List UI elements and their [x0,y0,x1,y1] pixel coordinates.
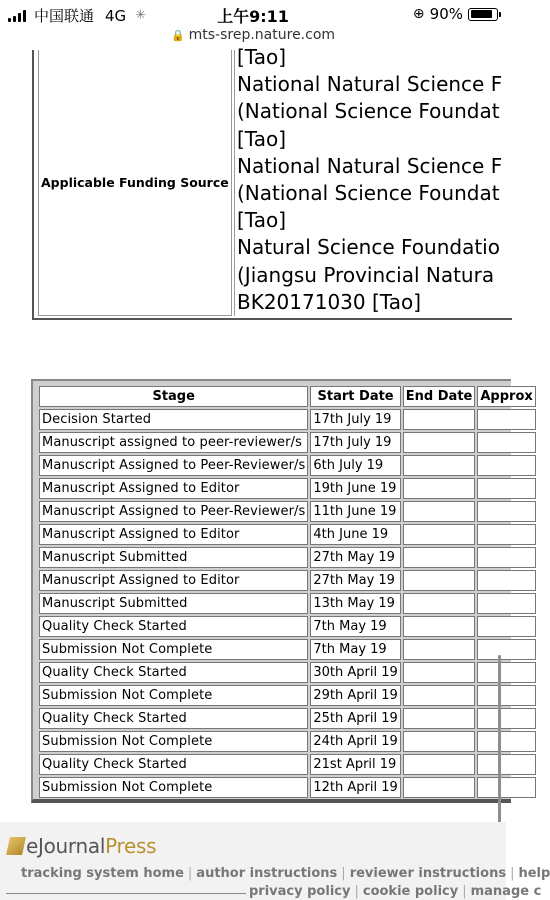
funding-line: National Natural Science F [237,72,503,97]
end-date-cell [403,524,476,545]
table-row [39,639,536,660]
approx-cell [477,777,535,798]
stage-cell: Submission Not Complete [39,639,308,660]
end-date-cell [403,593,476,614]
table-row [39,708,536,729]
end-date-cell [403,685,476,706]
carrier-name: 中国联通 [34,7,95,25]
end-date-cell [403,731,476,752]
battery-percent: 90% [429,5,463,23]
approx-cell [477,593,535,614]
table-row [39,616,536,637]
stage-cell: Decision Started [39,409,308,430]
end-date-cell [403,639,476,660]
loading-spinner-icon: ✳ [135,8,147,23]
stage-cell: Quality Check Started [39,708,308,729]
logo-mark-icon [6,837,26,855]
funding-source-label: Applicable Funding Source [38,50,232,316]
stage-cell: Manuscript Assigned to Peer-Reviewer/s [39,455,308,476]
approx-cell [477,455,535,476]
lock-icon: 🔒 [170,29,185,42]
table-row [39,593,536,614]
end-date-cell [403,432,476,453]
end-date-cell [403,409,476,430]
battery-icon [468,8,498,21]
stage-cell: Manuscript Assigned to Peer-Reviewer/s [39,501,308,522]
table-row [39,432,536,453]
link-help[interactable]: help [518,866,550,881]
start-date-cell: 7th May 19 [310,639,400,660]
end-date-cell [403,708,476,729]
funding-line: (National Science Foundat [237,181,500,206]
table-row [39,478,536,499]
approx-cell [477,708,535,729]
start-date-cell: 12th April 19 [310,777,400,798]
approx-cell [477,478,535,499]
end-date-cell [403,662,476,683]
clock: 上午9:11 [217,7,289,26]
stage-history-panel [31,379,533,803]
approx-cell [477,547,535,568]
orientation-lock-icon: ⊕ [412,6,425,22]
end-date-cell [403,616,476,637]
link-author-instructions[interactable]: author instructions [196,866,338,881]
table-row [39,409,536,430]
stage-cell: Submission Not Complete [39,777,308,798]
table-row [39,685,536,706]
funding-line: (Jiangsu Provincial Natura [237,262,495,287]
page-footer [0,822,550,900]
approx-cell [477,731,535,752]
approx-cell [477,685,535,706]
link-privacy-policy[interactable]: privacy policy [249,884,351,899]
table-row [39,777,536,798]
funding-line: Natural Science Foundatio [237,235,500,260]
funding-source-lines [237,44,502,316]
column-header-approx: Approx [477,386,535,407]
end-date-cell [403,754,476,775]
end-date-cell [403,777,476,798]
start-date-cell: 19th June 19 [310,478,400,499]
footer-divider [6,893,246,894]
funding-line: BK20171030 [Tao] [237,289,421,314]
funding-line: National Natural Science F [237,153,503,178]
start-date-cell: 27th May 19 [310,570,400,591]
stage-cell: Quality Check Started [39,754,308,775]
link-reviewer-instructions[interactable]: reviewer instructions [349,866,507,881]
stage-cell: Manuscript Submitted [39,593,308,614]
ejournalpress-logo[interactable]: eJournalPress [8,834,156,858]
column-header-end-date: End Date [403,386,476,407]
table-row [39,570,536,591]
start-date-cell: 11th June 19 [310,501,400,522]
table-row [39,754,536,775]
funding-line: [Tao] [237,126,287,151]
end-date-cell [403,501,476,522]
stage-cell: Quality Check Started [39,616,308,637]
approx-cell [477,524,535,545]
table-row [39,731,536,752]
stage-cell: Submission Not Complete [39,685,308,706]
stage-cell: Submission Not Complete [39,731,308,752]
stage-cell: Manuscript assigned to peer-reviewer/s [39,432,308,453]
stage-cell: Manuscript Assigned to Editor [39,570,308,591]
approx-cell [477,570,535,591]
end-date-cell [403,570,476,591]
end-date-cell [403,547,476,568]
footer-links-row-1: tracking system home | author instructions | reviewer instructions | help [21,866,550,881]
start-date-cell: 17th July 19 [310,432,400,453]
approx-cell [477,662,535,683]
stage-history-table [37,384,538,800]
status-bar [0,0,506,28]
start-date-cell: 6th July 19 [310,455,400,476]
approx-cell [477,432,535,453]
column-header-start-date: Start Date [310,386,400,407]
start-date-cell: 25th April 19 [310,708,400,729]
link-manage-cookies[interactable]: manage c [470,884,542,899]
start-date-cell: 4th June 19 [310,524,400,545]
start-date-cell: 27th May 19 [310,547,400,568]
link-cookie-policy[interactable]: cookie policy [362,884,459,899]
table-header-row [39,386,536,407]
link-tracking-system-home[interactable]: tracking system home [21,866,184,881]
table-row [39,501,536,522]
start-date-cell: 7th May 19 [310,616,400,637]
table-row [39,524,536,545]
battery-info [413,5,498,23]
footer-links-row-2: privacy policy | cookie policy | manage c [249,884,542,899]
start-date-cell: 29th April 19 [310,685,400,706]
stage-cell: Manuscript Submitted [39,547,308,568]
network-type: 4G [105,6,127,25]
approx-cell [477,639,535,660]
start-date-cell: 24th April 19 [310,731,400,752]
funding-source-value [234,45,534,316]
url-text: mts-srep.nature.com [188,27,336,43]
start-date-cell: 17th July 19 [310,409,400,430]
start-date-cell: 13th May 19 [310,593,400,614]
funding-source-row [32,45,512,320]
column-header-stage: Stage [39,386,308,407]
approx-cell [477,616,535,637]
funding-line: [Tao] [237,208,287,233]
funding-line: (National Science Foundat [237,99,500,124]
approx-cell [477,409,535,430]
funding-line: [Tao] [237,45,287,69]
start-date-cell: 21st April 19 [310,754,400,775]
table-row [39,662,536,683]
end-date-cell [403,455,476,476]
stage-cell: Manuscript Assigned to Editor [39,524,308,545]
table-row [39,455,536,476]
start-date-cell: 30th April 19 [310,662,400,683]
end-date-cell [403,478,476,499]
approx-cell [477,754,535,775]
table-row [39,547,536,568]
stage-cell: Quality Check Started [39,662,308,683]
stage-cell: Manuscript Assigned to Editor [39,478,308,499]
approx-cell [477,501,535,522]
